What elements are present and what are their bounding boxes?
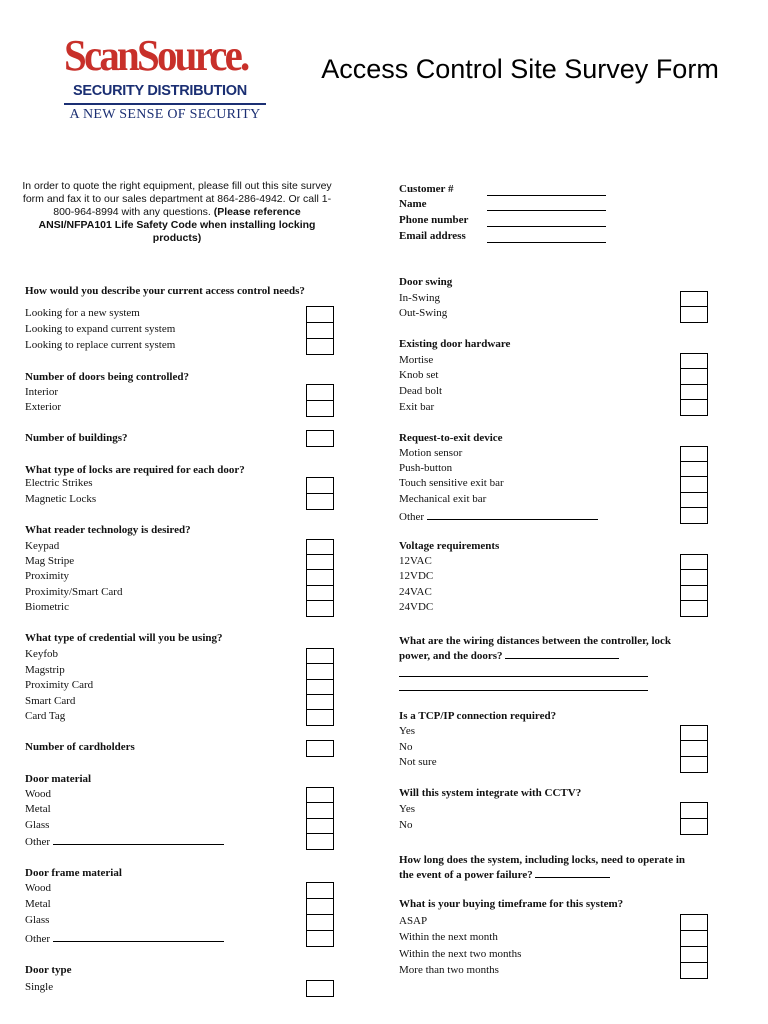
option-in-swing: In-Swing xyxy=(399,292,440,304)
customer-number-label: Customer # xyxy=(399,183,454,195)
intro-reference: (Please reference ANSI/NFPA101 Life Safety Code when installing locking products) xyxy=(38,206,316,244)
power-failure-question-text: How long does the system, including locks, need to operate in the event of a power failure? xyxy=(399,854,686,881)
question-power-failure xyxy=(399,854,699,882)
logo-subtitle: SECURITY DISTRIBUTION xyxy=(73,83,247,99)
question-wiring-distances xyxy=(399,635,689,663)
option-next-month: Within the next month xyxy=(399,931,498,943)
checkbox-frame-wood[interactable] xyxy=(306,882,334,899)
phone-number-label: Phone number xyxy=(399,214,469,226)
option-door-other-label: Other xyxy=(25,836,51,848)
option-mag-stripe: Mag Stripe xyxy=(25,555,75,567)
checkbox-biometric[interactable] xyxy=(306,600,334,617)
option-rte-other xyxy=(399,509,598,524)
checkbox-new-system[interactable] xyxy=(306,306,334,323)
option-mechanical-exit-bar: Mechanical exit bar xyxy=(399,493,487,505)
checkbox-exit-bar[interactable] xyxy=(680,399,708,416)
logo-tagline: A NEW SENSE OF SECURITY xyxy=(69,107,261,122)
question-buildings: Number of buildings? xyxy=(25,432,128,444)
question-door-swing: Door swing xyxy=(399,276,453,288)
option-push-button: Push-button xyxy=(399,462,453,474)
question-reader-technology: What reader technology is desired? xyxy=(25,524,191,536)
option-proximity-smart-card: Proximity/Smart Card xyxy=(25,586,123,598)
checkbox-touch-exit-bar[interactable] xyxy=(680,476,708,493)
checkbox-more-than-two-months[interactable] xyxy=(680,962,708,979)
question-tcp-ip: Is a TCP/IP connection required? xyxy=(399,710,557,722)
checkbox-cctv-no[interactable] xyxy=(680,818,708,835)
rte-other-field[interactable] xyxy=(427,509,598,520)
checkbox-interior[interactable] xyxy=(306,384,334,401)
option-motion-sensor: Motion sensor xyxy=(399,447,463,459)
option-mortise: Mortise xyxy=(399,354,434,366)
option-keypad: Keypad xyxy=(25,540,60,552)
wiring-field-inline[interactable] xyxy=(505,648,619,659)
option-cctv-yes: Yes xyxy=(399,803,416,815)
question-door-type: Door type xyxy=(25,964,72,976)
option-frame-other xyxy=(25,931,224,946)
question-door-hardware: Existing door hardware xyxy=(399,338,511,350)
scansource-logo xyxy=(64,30,286,130)
checkbox-frame-glass[interactable] xyxy=(306,914,334,931)
option-magnetic-locks: Magnetic Locks xyxy=(25,493,97,505)
frame-other-field[interactable] xyxy=(53,931,224,942)
option-rte-other-label: Other xyxy=(399,511,425,523)
checkbox-magnetic-locks[interactable] xyxy=(306,493,334,510)
question-cardholders: Number of cardholders xyxy=(25,741,135,753)
checkbox-cctv-yes[interactable] xyxy=(680,802,708,819)
option-next-two-months: Within the next two months xyxy=(399,948,522,960)
option-keyfob: Keyfob xyxy=(25,648,58,660)
phone-number-field[interactable] xyxy=(487,226,606,227)
checkbox-electric-strikes[interactable] xyxy=(306,477,334,494)
option-frame-other-label: Other xyxy=(25,933,51,945)
option-smart-card: Smart Card xyxy=(25,695,76,707)
option-door-wood: Wood xyxy=(25,788,52,800)
checkbox-single[interactable] xyxy=(306,980,334,997)
checkbox-door-other[interactable] xyxy=(306,833,334,850)
option-door-glass: Glass xyxy=(25,819,50,831)
checkbox-next-month[interactable] xyxy=(680,930,708,947)
input-number-buildings[interactable] xyxy=(306,430,334,447)
option-magstrip: Magstrip xyxy=(25,664,65,676)
logo-divider xyxy=(64,103,266,105)
checkbox-tcp-no[interactable] xyxy=(680,740,708,757)
checkbox-out-swing[interactable] xyxy=(680,306,708,323)
intro-text xyxy=(22,180,332,245)
checkbox-proximity[interactable] xyxy=(306,569,334,586)
power-failure-field[interactable] xyxy=(535,867,610,878)
option-new-system: Looking for a new system xyxy=(25,307,140,319)
option-biometric: Biometric xyxy=(25,601,69,613)
option-replace-system: Looking to replace current system xyxy=(25,339,176,351)
option-interior: Interior xyxy=(25,386,58,398)
option-frame-glass: Glass xyxy=(25,914,50,926)
customer-number-field[interactable] xyxy=(487,195,606,196)
question-lock-types: What type of locks are required for each door? xyxy=(25,464,245,476)
checkbox-card-tag[interactable] xyxy=(306,709,334,726)
option-tcp-no: No xyxy=(399,741,413,753)
checkbox-tcp-not-sure[interactable] xyxy=(680,756,708,773)
checkbox-magstrip[interactable] xyxy=(306,663,334,680)
checkbox-expand-system[interactable] xyxy=(306,322,334,339)
door-other-field[interactable] xyxy=(53,834,224,845)
option-out-swing: Out-Swing xyxy=(399,307,448,319)
option-12vdc: 12VDC xyxy=(399,570,434,582)
option-tcp-not-sure: Not sure xyxy=(399,756,437,768)
option-door-metal: Metal xyxy=(25,803,51,815)
option-tcp-yes: Yes xyxy=(399,725,416,737)
checkbox-frame-metal[interactable] xyxy=(306,898,334,915)
option-touch-exit-bar: Touch sensitive exit bar xyxy=(399,477,504,489)
intro-instructions: In order to quote the right equipment, please fill out this site survey form and fax it to our sales department at 864-286-4942. Or call 1-800-964-8994 with any questions. xyxy=(22,180,332,218)
option-24vac: 24VAC xyxy=(399,586,432,598)
option-frame-metal: Metal xyxy=(25,898,51,910)
question-credential: What type of credential will you be using? xyxy=(25,632,223,644)
input-number-cardholders[interactable] xyxy=(306,740,334,757)
checkbox-replace-system[interactable] xyxy=(306,338,334,355)
option-asap: ASAP xyxy=(399,915,428,927)
option-frame-wood: Wood xyxy=(25,882,52,894)
checkbox-asap[interactable] xyxy=(680,914,708,931)
checkbox-door-metal[interactable] xyxy=(306,802,334,819)
question-door-material: Door material xyxy=(25,773,92,785)
wiring-field-line-2[interactable] xyxy=(399,690,648,691)
email-address-field[interactable] xyxy=(487,242,606,243)
option-24vdc: 24VDC xyxy=(399,601,434,613)
option-cctv-no: No xyxy=(399,819,413,831)
page-title: Access Control Site Survey Form xyxy=(321,54,719,84)
option-door-other xyxy=(25,834,224,849)
question-door-frame: Door frame material xyxy=(25,867,122,879)
option-single: Single xyxy=(25,981,54,993)
option-exit-bar: Exit bar xyxy=(399,401,435,413)
customer-name-label: Name xyxy=(399,198,427,210)
checkbox-knob-set[interactable] xyxy=(680,368,708,385)
option-expand-system: Looking to expand current system xyxy=(25,323,176,335)
option-more-than-two-months: More than two months xyxy=(399,964,499,976)
option-knob-set: Knob set xyxy=(399,369,439,381)
option-exterior: Exterior xyxy=(25,401,62,413)
email-address-label: Email address xyxy=(399,230,466,242)
option-card-tag: Card Tag xyxy=(25,710,66,722)
option-proximity-card: Proximity Card xyxy=(25,679,94,691)
checkbox-frame-other[interactable] xyxy=(306,930,334,947)
question-request-to-exit: Request-to-exit device xyxy=(399,432,503,444)
option-12vac: 12VAC xyxy=(399,555,432,567)
question-access-needs: How would you describe your current access control needs? xyxy=(25,285,305,297)
option-proximity: Proximity xyxy=(25,570,70,582)
question-buying-timeframe: What is your buying timeframe for this system? xyxy=(399,898,624,910)
checkbox-12vdc[interactable] xyxy=(680,569,708,586)
wiring-question-text: What are the wiring distances between the controller, lock power, and the doors? xyxy=(399,635,672,662)
checkbox-24vdc[interactable] xyxy=(680,600,708,617)
option-electric-strikes: Electric Strikes xyxy=(25,477,93,489)
checkbox-exterior[interactable] xyxy=(306,400,334,417)
logo-wordmark: ScanSource. xyxy=(64,31,248,80)
checkbox-rte-other[interactable] xyxy=(680,507,708,524)
checkbox-next-two-months[interactable] xyxy=(680,946,708,963)
question-voltage: Voltage requirements xyxy=(399,540,500,552)
wiring-field-line-1[interactable] xyxy=(399,676,648,677)
question-cctv: Will this system integrate with CCTV? xyxy=(399,787,582,799)
question-doors-controlled: Number of doors being controlled? xyxy=(25,371,189,383)
option-dead-bolt: Dead bolt xyxy=(399,385,443,397)
customer-name-field[interactable] xyxy=(487,210,606,211)
